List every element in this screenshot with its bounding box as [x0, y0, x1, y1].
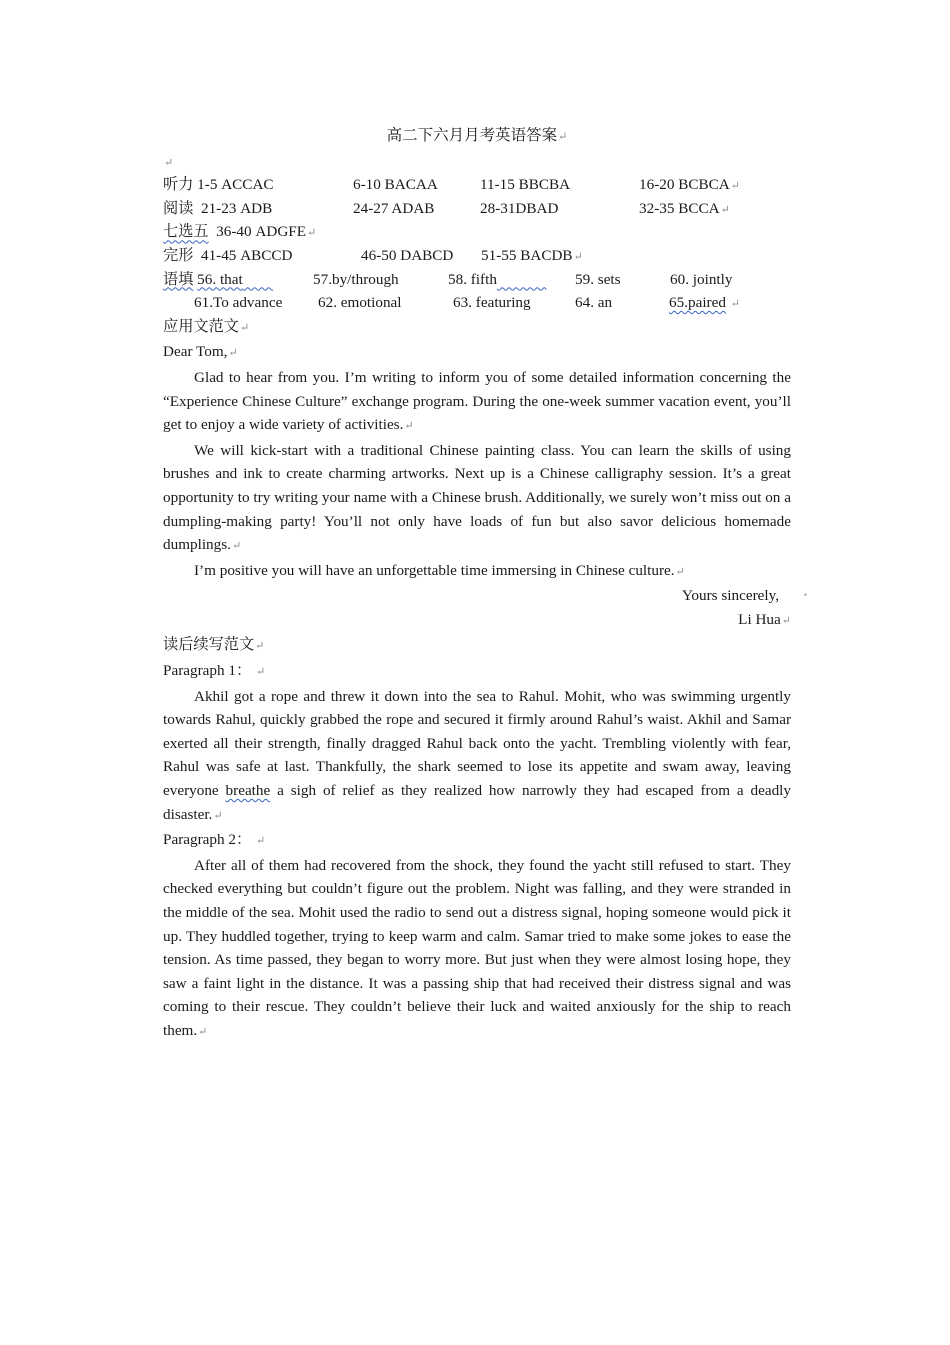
answer-sheet [163, 124, 807, 1045]
letter-salutation: Dear Tom,↵ [163, 343, 238, 361]
paragraph1-label: Paragraph 1： ↵ [163, 662, 266, 680]
letter-paragraph: Glad to hear from you. I’m writing to inform you of some detailed information concerning the “Experience Chinese Culture” exchange program. During the one-week summer vacation event, you’ll get to enjoy a wide variety of activities.↵ [163, 368, 791, 434]
blank-line: ↵ [164, 156, 174, 169]
letter-signature: Li Hua↵ [738, 610, 791, 628]
paragraph2-label: Paragraph 2： ↵ [163, 831, 266, 849]
paragraph2-text: After all of them had recovered from the shock, they found the yacht still refused to start. They checked everything but couldn’t figure out the problem. Night was falling, and they were stranded in the middle of the sea. Mohit used the radio to send out a distress signal, hoping someone would pick it up. They huddled together, trying to keep warm and calm. Samar tried to make some jokes to ease the tension. As time passed, they began to worry more. But just when they were almost losing hope, they saw a faint light in the distance. It was a passing ship that had received their distress signal and was coming to their rescue. They couldn’t believe their luck and waited anxiously for the ship to reach them.↵ [163, 856, 791, 1039]
answers-reading: 阅读 21-23 ADB 24-27 ADAB 28-31DBAD 32-35 BCCA↵ [163, 199, 730, 217]
answers-cloze: 完形 41-45 ABCCD 46-50 DABCD 51-55 BACDB↵ [163, 246, 583, 264]
paragraph1-text: Akhil got a rope and threw it down into the sea to Rahul. Mohit, who was swimming urgently towards Rahul, quickly grabbed the rope and secured it firmly around Rahul’s waist. Akhil and Samar exerted all their strength, finally dragged Rahul back onto the yacht. Trembling violently with fear, Rahul was safe at last. Thankfully, the shark seemed to lose its appetite and swam away, leaving everyone breathe a sigh of relief as they realized how narrowly they had escaped from a deadly disaster.↵ [163, 687, 791, 823]
letter-paragraph: We will kick-start with a traditional Chinese painting class. You can learn the skills of using brushes and ink to create charming artworks. Next up is a Chinese calligraphy session. It’s a great opportunity to try writing your name with a Chinese brush. Additionally, we surely won’t miss out on a dumpling-making party! You’ll not only have loads of fun but also savor delicious homemade dumplings.↵ [163, 441, 791, 554]
answers-listening: 听力 1-5 ACCAC 6-10 BACAA 11-15 BBCBA 16-20 BCBCA↵ [163, 176, 740, 194]
letter-closing: Yours sincerely, • [681, 587, 807, 605]
continuation-heading: 读后续写范文↵ [163, 636, 265, 654]
letter-paragraph: I’m positive you will have an unforgettable time immersing in Chinese culture.↵ [194, 561, 685, 579]
page-title: 高二下六月月考英语答案↵ [386, 127, 568, 144]
letter-heading: 应用文范文↵ [163, 317, 250, 335]
answers-seven-five: 七选五 36-40 ADGFE↵ [163, 223, 317, 241]
answers-grammar-row1: 语填 56. that 57.by/through 58. fifth 59. sets 60. jointly [163, 270, 733, 288]
answers-grammar-row2: 61.To advance 62. emotional 63. featuring 64. an 65.paired ↵ [194, 294, 740, 312]
